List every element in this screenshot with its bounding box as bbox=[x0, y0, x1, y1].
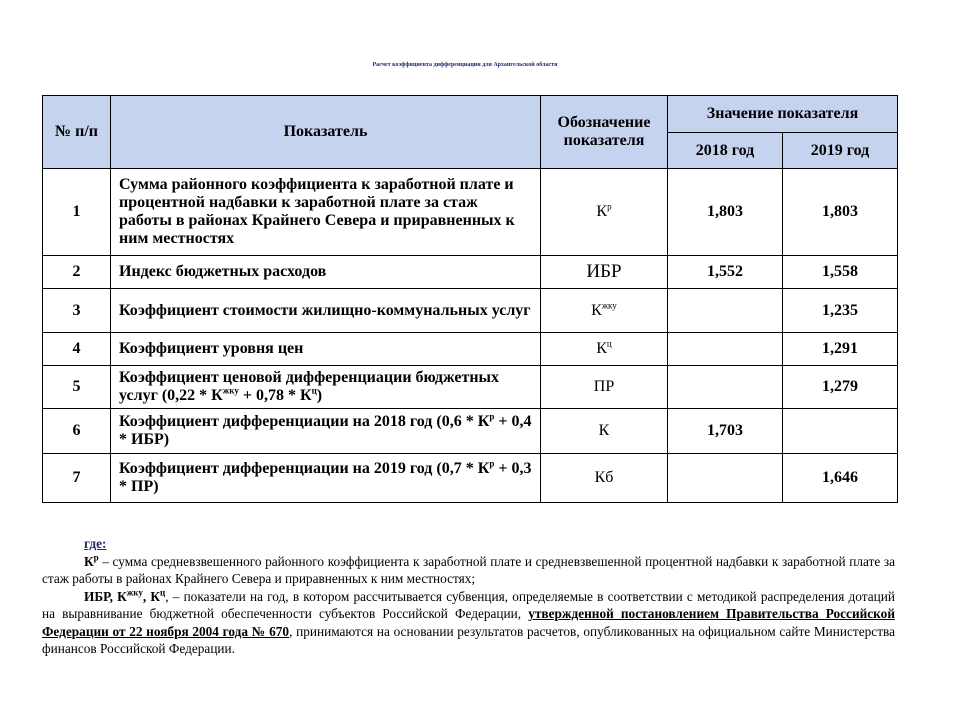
row-symbol: $К^р$ bbox=[541, 169, 668, 256]
row-num: 1 bbox=[43, 169, 111, 256]
coefficient-table bbox=[42, 95, 898, 503]
row-indicator: Коэффициент уровня цен bbox=[111, 333, 541, 366]
row-value-2018 bbox=[668, 333, 783, 366]
table-row bbox=[43, 366, 898, 409]
row-num: 4 bbox=[43, 333, 111, 366]
row-num: 3 bbox=[43, 289, 111, 333]
footnote-indicators: ИБР, $К^{жку}$, $К^ц$, – показатели на год, в котором рассчитывается субвенция, определяемые в соответствии с методикой распределения дотаций на выравнивание бюджетной обеспеченности субъектов Российской Федерации, утвержденной постановлением Правительства Российской Федерации от 22 ноября 2004 года № 670, принимаются на основании результатов расчетов, опубликованных на официальном сайте Министерства финансов Российской Федерации. bbox=[42, 587, 896, 656]
row-symbol: $К^ц$ bbox=[541, 333, 668, 366]
table-row bbox=[43, 169, 898, 256]
header-symbol: Обозначение показателя bbox=[541, 96, 668, 169]
header-value-group: Значение показателя bbox=[668, 96, 898, 133]
row-value-2018: 1,703 bbox=[668, 409, 783, 454]
row-indicator: Коэффициент ценовой дифференциации бюджетных услуг $(0,22 * К^{жку} + 0,78 * К^ц)$ bbox=[111, 366, 541, 409]
header-2019: 2019 год bbox=[783, 133, 898, 169]
document-title: Расчет коэффициента дифференциации для Архангельской области bbox=[372, 62, 558, 68]
table-row bbox=[43, 409, 898, 454]
header-2018: 2018 год bbox=[668, 133, 783, 169]
row-value-2019: 1,646 bbox=[783, 454, 898, 503]
row-symbol: Кб bbox=[541, 454, 668, 503]
row-symbol: ПР bbox=[541, 366, 668, 409]
row-indicator: Коэффициент стоимости жилищно-коммунальных услуг bbox=[111, 289, 541, 333]
row-value-2019: 1,235 bbox=[783, 289, 898, 333]
row-value-2019: 1,558 bbox=[783, 256, 898, 289]
row-value-2018: 1,803 bbox=[668, 169, 783, 256]
footnote-where: где: bbox=[84, 536, 107, 551]
row-value-2018 bbox=[668, 454, 783, 503]
row-num: 6 bbox=[43, 409, 111, 454]
row-value-2019: 1,291 bbox=[783, 333, 898, 366]
row-value-2019: 1,279 bbox=[783, 366, 898, 409]
table-row bbox=[43, 289, 898, 333]
row-value-2018: 1,552 bbox=[668, 256, 783, 289]
footnote-kp: $К^р$ – сумма средневзвешенного районного коэффициента к заработной плате и средневзвешенной процентной надбавки к заработной плате за стаж работы в районах Крайнего Севера и приравненных к ним местностях; bbox=[42, 552, 895, 586]
row-value-2019 bbox=[783, 409, 898, 454]
table-row bbox=[43, 256, 898, 289]
row-indicator: Коэффициент дифференциации на 2018 год $(0,6 * К^р + 0,4 * ИБР)$ bbox=[111, 409, 541, 454]
row-symbol: ИБР bbox=[541, 256, 668, 289]
row-symbol: К bbox=[541, 409, 668, 454]
row-num: 7 bbox=[43, 454, 111, 503]
table-row bbox=[43, 333, 898, 366]
row-indicator: Коэффициент дифференциации на 2019 год $(0,7 * К^р + 0,3 * ПР)$ bbox=[111, 454, 541, 503]
row-num: 5 bbox=[43, 366, 111, 409]
row-symbol: $К^{жку}$ bbox=[541, 289, 668, 333]
row-value-2018 bbox=[668, 289, 783, 333]
row-indicator: Индекс бюджетных расходов bbox=[111, 256, 541, 289]
row-value-2019: 1,803 bbox=[783, 169, 898, 256]
row-indicator: Сумма районного коэффициента к заработной плате и процентной надбавки к заработной плате за стаж работы в районах Крайнего Севера и приравненных к ним местностях bbox=[111, 169, 541, 256]
row-num: 2 bbox=[43, 256, 111, 289]
row-value-2018 bbox=[668, 366, 783, 409]
footnotes bbox=[42, 535, 895, 658]
decree-link[interactable]: утвержденной постановлением Правительства Российской Федерации от 22 ноября 2004 года № 670 bbox=[42, 606, 895, 639]
header-num: № п/п bbox=[43, 96, 111, 169]
table-row bbox=[43, 454, 898, 503]
header-indicator: Показатель bbox=[111, 96, 541, 169]
